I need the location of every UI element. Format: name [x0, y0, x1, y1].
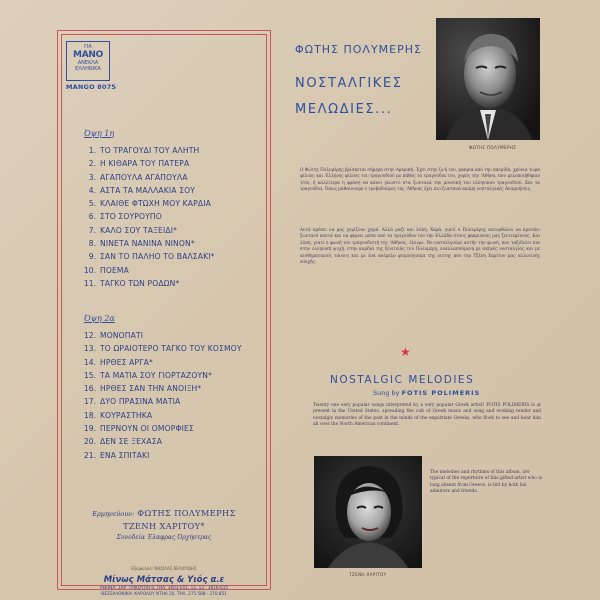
track-item — [58, 266, 270, 279]
track-number: 15. — [83, 370, 96, 380]
greek-title-block — [295, 43, 422, 117]
company-name: Μίνως Μάτσας & Υιός α.ε — [103, 575, 225, 585]
track-item — [58, 186, 270, 199]
logo-bottom-text: ΑΝΕΚΛΑ ΕΛΛΗΝΙΚΑ — [75, 60, 101, 72]
album-title-line-1: ΝΟΣΤΑΛΓΙΚΕΣ — [295, 76, 403, 91]
photo-1-caption: ΦΩΤΗΣ ΠΟΛΥΜΕΡΗΣ — [469, 145, 517, 150]
album-title-line-2: ΜΕΛΩΔΙΕΣ... — [295, 102, 393, 117]
english-notes-paragraph-2: The melodies and rhythms of this album, are typical of the repertoire of this gifted artist who is long absent from Greece, is felt by both his admirers and friends. — [430, 470, 542, 494]
photo-2-caption: ΤΖΕΝΗ ΧΑΡΙΤΟΥ — [349, 572, 387, 577]
company-address-thessaloniki: ΘΕΣΣΑΛΟΝΙΚΗ: ΚΑΡΟΛΟΥ ΝΤΗΛ 20, ΤΗΛ. 275.588 · 270.851 — [101, 591, 227, 596]
track-number: 3. — [88, 172, 96, 182]
track-title: ΔΥΟ ΠΡΑΣΙΝΑ ΜΑΤΙΑ — [100, 397, 181, 407]
track-number: 2. — [88, 159, 96, 169]
track-title: ΔΕΝ ΣΕ ΞΕΧΑΣΑ — [100, 437, 163, 447]
track-item — [58, 212, 270, 225]
english-singer-name: FOTIS POLIMERIS — [401, 389, 481, 397]
track-item — [58, 146, 270, 159]
side-b-tracklist — [58, 331, 270, 464]
track-number: 19. — [83, 424, 96, 434]
track-item — [58, 384, 270, 397]
english-title: NOSTALGIC MELODIES — [330, 374, 475, 386]
track-number: 21. — [83, 450, 96, 460]
singer-2-name: ΤΖΕΝΗ ΧΑΡΙΤΟΥ* — [123, 521, 205, 531]
track-number: 12. — [83, 331, 96, 340]
track-number: 11. — [83, 278, 96, 288]
track-number: 10. — [83, 265, 96, 275]
track-item — [58, 239, 270, 252]
track-title: ΗΡΘΕΣ ΣΑΝ ΤΗΝ ΑΝΟΙΞΗ* — [100, 384, 202, 394]
track-item — [58, 424, 270, 437]
track-title: ΗΡΘΕΣ ΑΡΓΑ* — [100, 357, 153, 367]
track-item — [58, 199, 270, 212]
side-a-tracklist — [58, 146, 270, 292]
company-address-athens: ΑΘΗΝΑ: ΣΑΡ. ΤΡΙΚΟΥΠΗ 9, ΤΗΛ. 3601-011, 12, 13 · 3616-615 — [99, 585, 229, 590]
track-item — [58, 371, 270, 384]
track-item — [58, 331, 270, 344]
track-number: 5. — [88, 199, 96, 209]
performers-credits — [58, 507, 270, 541]
panel-inner-border — [61, 34, 267, 586]
track-item — [58, 397, 270, 410]
portrait-photo-male — [436, 18, 540, 140]
track-title: ΤΟ ΤΡΑΓΟΥΔΙ ΤΟΥ ΑΛΗΤΗ — [100, 146, 200, 155]
track-title: ΣΤΟ ΣΟΥΡΟΥΠΟ — [100, 212, 162, 222]
portrait-male-illustration — [436, 18, 540, 140]
portrait-female-illustration — [314, 456, 422, 568]
track-item — [58, 173, 270, 186]
artist-name-greek: ΦΩΤΗΣ ΠΟΛΥΜΕΡΗΣ — [295, 43, 422, 56]
track-title: ΚΛΑΙΘΕ ΦΤΩΧΗ ΜΟΥ ΚΑΡΔΙΑ — [100, 199, 211, 209]
greek-notes-paragraph-1: Ο Φώτης Πολυμέρης βρίσκεται σήμερα στην Αμερική. Έχει στην ζωή του, μακριά από την πατρίδα, χρόνια τώρα φίλους και Έλληνες φίλους του τραγουδιού με πάθος τα τραγούδια του, χορός την 'Αθήνα, που μελοποιήθηκαν τότε, ή καλλίτερα η φράση να κάνει γνωστό στα ζωντανά την μουσική του ελληνικού τραγουδιού. Και τα τραγούδια, Όπως μαθαίνουμε ο τροβαδούρος της 'Αθήνας έχει πιο ζωντανά ακόμη νοσταλγικές Αναμνήσεις. — [300, 167, 540, 192]
track-item — [58, 411, 270, 424]
track-title: ΠΟΕΜΑ — [100, 265, 129, 275]
cover-credit: Εξώφυλλο: ΝΙΚΟΛΑΣ ΒΕΛΙΟΥΔΗΣ — [131, 566, 197, 571]
track-title: ΚΟΥΡΑΣΤΗΚΑ — [100, 410, 153, 420]
record-company — [58, 575, 270, 597]
tracklist-panel — [57, 30, 271, 596]
track-number: 13. — [83, 344, 96, 354]
portrait-photo-female — [314, 456, 422, 568]
track-number: 14. — [83, 357, 96, 367]
track-number: 17. — [83, 397, 96, 407]
track-number: 7. — [88, 225, 96, 235]
logo-brand-text: MANO — [73, 50, 103, 60]
sung-by-label: Sung by — [373, 389, 400, 397]
track-title: ΑΣΤΑ ΤΑ ΜΑΛΛΑΚΙΑ ΣΟΥ — [100, 185, 196, 195]
track-number: 8. — [88, 239, 96, 249]
track-title: ΤΑΓΚΟ ΤΩΝ ΡΟΔΩΝ* — [100, 278, 180, 288]
track-item — [58, 437, 270, 450]
track-title: Η ΚΙΘΑΡΑ ΤΟΥ ΠΑΤΕΡΑ — [100, 159, 190, 169]
track-title: ΕΝΑ ΣΠΙΤΑΚΙ — [100, 450, 150, 460]
track-item — [58, 252, 270, 265]
track-title: ΤΑ ΜΑΤΙΑ ΣΟΥ ΓΙΟΡΤΑΖΟΥΝ* — [100, 370, 213, 380]
side-b-heading: Όψη 2α — [84, 314, 115, 323]
track-number: 18. — [83, 410, 96, 420]
singer-1-name: ΦΩΤΗΣ ΠΟΛΥΜΕΡΗΣ — [137, 508, 236, 518]
performer-row-1 — [58, 507, 270, 520]
track-item — [58, 344, 270, 357]
english-sung-by-line — [373, 389, 480, 397]
track-number: 16. — [83, 384, 96, 394]
side-a-heading: Όψη 1η — [84, 129, 115, 138]
performers-caption: Ερμηνεύουν: — [92, 510, 135, 518]
greek-notes-paragraph-2: Αυτά πρέπει να μας γεμίζουν χαρά. Αλλά μαζί και λύπη. Χαρά, γιατί ο Πολυμέρης κατορθώνει να κρατάει ζωντανό κοντά και να φέρνει μέσα από τα τραγούδια του την Ελλάδα στους μακρυνούς μας ξενιτεμένους. Και λύπη, γιατί η φωνή του τραγουδιστή της 'Αθήνας, έλειψε. Νο νοσταλγούμε αυτήν την φωνή, που ταξιδεύει πια στην ελληνική ψυχή, στην καρδιά της ξενιτειάς του Πολυμέρη, εναλλασσόμενη με σκηνές νοσταλγίας και με αισθηματικούς τόνους και με ένα ανέμελο φτερούγισμα της νιότης που την Τζένη Χαρίτου μας αλλοτινής εποχής. — [300, 227, 540, 265]
track-number: 6. — [88, 212, 96, 222]
track-title: ΣΑΝ ΤΟ ΠΑΛΗΟ ΤΟ ΒΑΛΣΑΚΙ* — [100, 252, 215, 262]
accompaniment-note: Συνοδεία Έλαφρας Όρχήστρας — [116, 534, 212, 541]
track-number: 20. — [83, 437, 96, 447]
track-title: ΤΟ ΩΡΑΙΟΤΕΡΟ ΤΑΓΚΟ ΤΟΥ ΚΟΣΜΟΥ — [100, 344, 242, 354]
track-title: ΝΙΝΕΤΑ ΝΑΝΙΝΑ ΝΙΝΟΝ* — [100, 239, 195, 249]
track-number: 4. — [88, 185, 96, 195]
track-title: ΠΕΡΝΟΥΝ ΟΙ ΟΜΟΡΦΙΕΣ — [100, 424, 194, 434]
logo-top-text: ΓΙΑ — [84, 44, 92, 50]
star-ornament-icon: ★ — [400, 345, 411, 359]
mango-logo — [66, 41, 110, 81]
track-item — [58, 159, 270, 172]
track-item — [58, 279, 270, 292]
track-item — [58, 226, 270, 239]
track-title: ΚΑΛΟ ΣΟΥ ΤΑΞΕΙΔΙ* — [100, 225, 178, 235]
english-notes-paragraph-1: Twenty one very popular songs interpreted by a very popular Greek artist! FOTIS POLIMERIS is at present in the United States, spreading the cult of Greek music and song and evoking tender and nostalgic memories of the past in the minds of the expatriate Greeks, who flock to see and hear him all over the North American continent. — [313, 403, 541, 427]
catalog-number: MANGO 8075 — [66, 83, 117, 91]
track-number: 1. — [88, 146, 96, 155]
track-title: ΜΟΝΟΠΑΤΙ — [100, 331, 144, 340]
track-title: ΑΓΑΠΟΥΛΑ ΑΓΑΠΟΥΛΑ — [100, 172, 188, 182]
track-item — [58, 358, 270, 371]
track-number: 9. — [88, 252, 96, 262]
track-item — [58, 451, 270, 464]
